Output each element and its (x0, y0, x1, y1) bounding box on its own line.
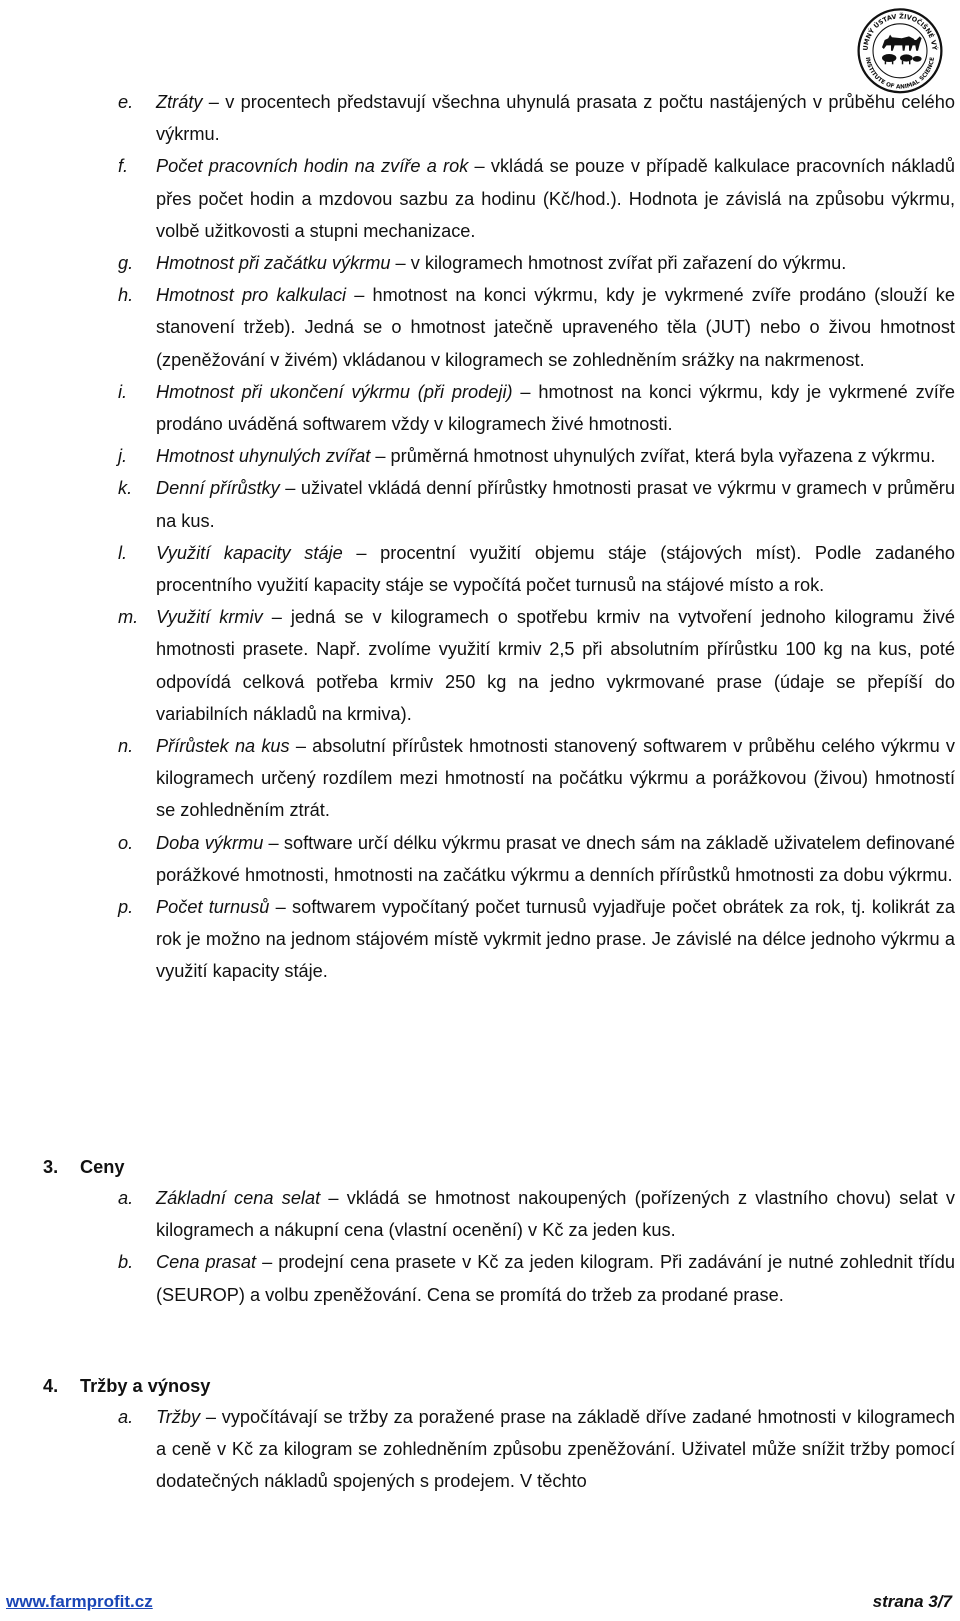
list-item (0, 1246, 960, 1310)
item-description: – software určí délku výkrmu prasat ve dnech sám na základě uživatelem definované porážkové hmotnosti, hmotnosti na začátku výkrmu a denních přírůstků hmotnosti za dobu výkrmu. (156, 832, 955, 885)
item-description: – prodejní cena prasete v Kč za jeden kilogram. Při zadávání je nutné zohlednit třídu (SEUROP) a volbu zpeněžování. Cena se promítá do tržeb za prodané prase. (156, 1252, 955, 1305)
item-description: – absolutní přírůstek hmotnosti stanovený softwarem v průběhu celého výkrmu v kilogramech určený rozdílem mezi hmotností na počátku výkrmu a porážkovou (živou) hmotností se zohledněním ztrát. (156, 736, 955, 821)
item-letter: a. (118, 1407, 134, 1427)
item-description: – hmotnost na konci výkrmu, kdy je vykrmené zvíře prodáno uváděná softwarem vždy v kilogramech živé hmotnosti. (156, 381, 955, 435)
item-description: – uživatel vkládá denní přírůstky hmotnosti prasat ve výkrmu v gramech v průměru na kus. (156, 478, 955, 531)
item-letter: m. (118, 607, 139, 628)
list-item (0, 472, 960, 536)
list-item (0, 1182, 960, 1246)
item-letter: a. (118, 1188, 134, 1208)
list-item (0, 279, 960, 376)
item-letter: f. (118, 156, 129, 177)
footer-page-number: strana 3/7 (872, 1592, 952, 1611)
item-description: – softwarem vypočítaný počet turnusů vyjadřuje počet obrátek za rok, tj. kolikrát za rok je možno na jednom stájovém místě vykrmit jedno prase. Je závislé na délce jednoho výkrmu a využití kapacity stáje. (156, 897, 955, 982)
item-description: – v procentech představují všechna uhynulá prasata z počtu nastájených v průběhu celého výkrmu. (156, 92, 955, 145)
section-title: Ceny (80, 1157, 125, 1177)
list-item (0, 891, 960, 988)
list-item (0, 601, 960, 730)
item-term: Hmotnost uhynulých zvířat (156, 446, 371, 467)
list-item (0, 730, 960, 827)
item-description: – průměrná hmotnost uhynulých zvířat, která byla vyřazena z výkrmu. (370, 446, 936, 467)
item-description: – v kilogramech hmotnost zvířat při zařazení do výkrmu. (390, 253, 847, 274)
item-description: – jedná se v kilogramech o spotřebu krmiv na vytvoření jednoho kilogramu živé hmotnosti prasete. Např. zvolíme využití krmiv 2,5 při absolutním přírůstku 100 kg na kus, poté odpovídá celková potřeba krmiv 250 kg na jedno vykrmované prase (údaje se přepíší do variabilních nákladů na krmiva). (156, 607, 955, 724)
institute-seal-logo (852, 4, 948, 94)
item-description: – procentní využití objemu stáje (stájových míst). Podle zadaného procentního využití kapacity stáje se vypočítá počet turnusů na stájové místo a rok. (156, 542, 955, 596)
item-term: Denní přírůstky (156, 478, 280, 499)
list-item (0, 150, 960, 247)
item-term: Hmotnost pro kalkulaci (156, 285, 347, 306)
item-term: Hmotnost při ukončení výkrmu (při prodeji) (156, 381, 513, 402)
item-letter: b. (118, 1252, 134, 1273)
section-title: Tržby a výnosy (80, 1376, 211, 1396)
item-term: Využití krmiv (156, 607, 263, 628)
section-number: 3. (43, 1157, 59, 1177)
item-term: Počet turnusů (156, 897, 270, 918)
item-term: Přírůstek na kus (156, 736, 290, 757)
parameters-list (0, 86, 960, 988)
item-description: – vkládá se pouze v případě kalkulace pracovních nákladů přes počet hodin a mzdovou sazbu za hodinu (Kč/hod.). Hodnota je závislá na způsobu výkrmu, volbě užitkovosti a stupni mechanizace. (156, 156, 955, 241)
item-letter: n. (118, 736, 134, 757)
item-letter: k. (118, 478, 133, 499)
item-letter: h. (118, 285, 134, 306)
item-letter: e. (118, 92, 134, 112)
svg-text:VÝZKUMNÝ ÚSTAV ŽIVOČIŠNÉ VÝROB: UMNÝ ÚSTAV ŽIVOČIŠNÉ VÝ (861, 12, 939, 51)
footer-website-link[interactable]: www.farmprofit.cz (6, 1592, 153, 1611)
item-term: Cena prasat (156, 1252, 257, 1273)
item-term: Počet pracovních hodin na zvíře a rok (156, 156, 469, 177)
item-letter: o. (118, 832, 134, 853)
section-number: 4. (43, 1376, 59, 1396)
item-term: Doba výkrmu (156, 832, 264, 853)
item-description: – hmotnost na konci výkrmu, kdy je vykrmené zvíře prodáno (slouží ke stanovení tržeb). Jedná se o hmotnost jatečně upraveného těla (JUT) nebo o živou hmotnost (zpeněžování v živém) vkládanou v kilogramech se zohledněním srážky na nakrmenost. (156, 285, 955, 370)
item-term: Hmotnost při začátku výkrmu (156, 253, 391, 274)
item-letter: g. (118, 253, 134, 274)
list-item (0, 247, 960, 279)
list-item (0, 827, 960, 891)
list-item (0, 1401, 960, 1498)
item-description: – vkládá se hmotnost nakoupených (pořízených z vlastního chovu) selat v kilogramech a nákupní cena (vlastní ocenění) v Kč za jeden kus. (156, 1188, 955, 1241)
svg-text:INSTITUTE OF ANIMAL SCIENCE: INSTITUTE OF ANIMAL SCIENCE (863, 56, 937, 91)
item-term: Využití kapacity stáje (156, 542, 343, 563)
list-item (0, 376, 960, 440)
item-letter: p. (118, 897, 134, 918)
list-item (0, 440, 960, 472)
section-3-list (0, 1182, 960, 1311)
item-description: – vypočítávají se tržby za poražené prase na základě dříve zadané hmotnosti v kilogramech a ceně v Kč za kilogram se zohledněním způsobu zpeněžování. Uživatel může snížit tržby pomocí dodatečných nákladů spojených s prodejem. V těchto (156, 1407, 955, 1492)
item-term: Tržby (156, 1407, 201, 1427)
item-term: Základní cena selat (156, 1188, 321, 1208)
item-term: Ztráty (156, 92, 203, 112)
list-item (0, 86, 960, 150)
section-4-list (0, 1401, 960, 1498)
item-letter: i. (118, 381, 128, 402)
item-letter: l. (118, 542, 128, 563)
list-item (0, 537, 960, 601)
item-letter: j. (118, 446, 128, 467)
